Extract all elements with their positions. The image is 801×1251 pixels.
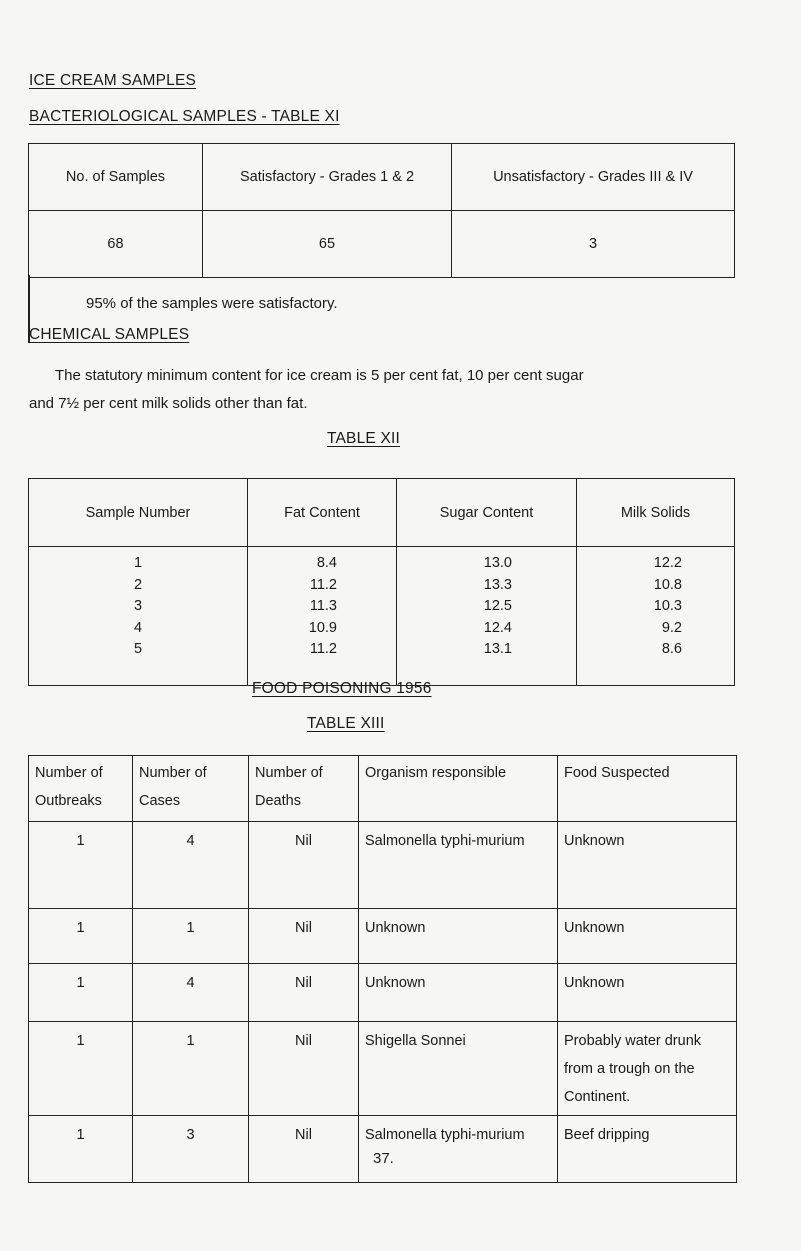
- table-xiii-cell: Nil: [249, 964, 359, 1022]
- table-xiii-header: Number of Cases: [133, 756, 249, 822]
- table-xii-cell: 8.6: [661, 641, 682, 657]
- table-xii-cell: 10.8: [653, 576, 682, 593]
- table-xiii-cell: 4: [133, 964, 249, 1022]
- table-xiii-cell: 1: [29, 964, 133, 1022]
- table-xiii-cell: Unknown: [558, 909, 737, 964]
- table-xi: [28, 143, 735, 278]
- table-xii-cell: 13.0: [483, 555, 512, 571]
- table-xii-header: Fat Content: [248, 479, 397, 547]
- table-xi-header: No. of Samples: [29, 144, 203, 211]
- table-xii-cell: 8.4: [316, 555, 337, 571]
- table-xiii-cell: Nil: [249, 822, 359, 909]
- table-xiii: [28, 755, 737, 1183]
- table-xiii-cell: Probably water drunk from a trough on the Continent.: [558, 1022, 737, 1116]
- table-xiii-cell: Unknown: [359, 964, 558, 1022]
- table-row: [29, 1116, 737, 1183]
- table-xii: [28, 478, 735, 686]
- table-xi-cell: 65: [203, 211, 452, 278]
- table-xiii-cell: 1: [133, 1022, 249, 1116]
- table-xiii-cell: 1: [29, 909, 133, 964]
- table-xii-cell: 13.1: [483, 641, 512, 657]
- table-xii-header-row: [29, 479, 735, 547]
- table-xii-body: [29, 547, 735, 686]
- table-xiii-cell: Unknown: [558, 964, 737, 1022]
- table-xiii-cell: Salmonella typhi-murium: [359, 822, 558, 909]
- table-xii-header: Sample Number: [29, 479, 248, 547]
- table-xii-cell: 10.3: [653, 598, 682, 614]
- table-xiii-cell: Unknown: [359, 909, 558, 964]
- table-xi-value-row: [29, 211, 735, 278]
- fat-content-column: [248, 547, 397, 686]
- table-row: [29, 822, 737, 909]
- table-xiii-header-row: [29, 756, 737, 822]
- statutory-line-1: The statutory minimum content for ice cream is 5 per cent fat, 10 per cent sugar: [55, 367, 584, 384]
- table-xii-cell: 4: [133, 619, 143, 636]
- table-xii-cell: 3: [133, 598, 143, 614]
- table-xiii-cell: Nil: [249, 909, 359, 964]
- table-xii-cell: 11.2: [309, 576, 337, 593]
- table-row: [29, 1022, 737, 1116]
- table-xiii-cell: 1: [133, 909, 249, 964]
- table-xii-cell: 11.2: [309, 641, 337, 657]
- table-xii-cell: 13.3: [483, 576, 512, 593]
- table-xii-header: Milk Solids: [577, 479, 735, 547]
- table-xii-cell: 5: [133, 641, 143, 657]
- table-xiii-cell: 1: [29, 822, 133, 909]
- table-xii-cell: 2: [133, 576, 143, 593]
- sample-number-column: [29, 547, 248, 686]
- heading-table-xiii: TABLE XIII: [307, 715, 385, 732]
- table-xiii-cell: 1: [29, 1022, 133, 1116]
- table-xi-cell: 68: [29, 211, 203, 278]
- table-xiii-header: Food Suspected: [558, 756, 737, 822]
- sugar-content-column: [397, 547, 577, 686]
- heading-ice-cream-samples: ICE CREAM SAMPLES: [29, 72, 197, 89]
- table-xiii-cell: Unknown: [558, 822, 737, 909]
- table-xi-cell: 3: [452, 211, 735, 278]
- heading-bacteriological-samples: BACTERIOLOGICAL SAMPLES - TABLE XI: [29, 108, 340, 125]
- table-xiii-cell: Nil: [249, 1022, 359, 1116]
- table-xiii-cell: Shigella Sonnei: [359, 1022, 558, 1116]
- table-row: [29, 909, 737, 964]
- table-xiii-header: Number of Deaths: [249, 756, 359, 822]
- milk-solids-column: [577, 547, 735, 686]
- table-xiii-header: Organism responsible: [359, 756, 558, 822]
- table-xii-cell: 9.2: [661, 619, 682, 636]
- table-xii-cell: 12.2: [653, 555, 682, 571]
- heading-food-poisoning: FOOD POISONING 1956: [252, 680, 432, 697]
- table-xiii-header: Number of Outbreaks: [29, 756, 133, 822]
- table-xiii-cell: Salmonella typhi-murium: [359, 1116, 558, 1183]
- table-xiii-cell: Nil: [249, 1116, 359, 1183]
- heading-table-xii: TABLE XII: [327, 430, 401, 447]
- table-xiii-cell: Beef dripping: [558, 1116, 737, 1183]
- table-xii-cell: 10.9: [308, 619, 337, 636]
- table-xiii-cell: 1: [29, 1116, 133, 1183]
- table-xi-header: Unsatisfactory - Grades III & IV: [452, 144, 735, 211]
- table-xii-header: Sugar Content: [397, 479, 577, 547]
- table-xii-cell: 12.5: [483, 598, 512, 614]
- table-xi-header-row: [29, 144, 735, 211]
- table-xii-cell: 12.4: [483, 619, 512, 636]
- table-xiii-cell: 4: [133, 822, 249, 909]
- table-xi-header: Satisfactory - Grades 1 & 2: [203, 144, 452, 211]
- table-xii-cell: 11.3: [309, 598, 337, 614]
- table-xii-cell: 1: [133, 555, 143, 571]
- heading-chemical-samples: CHEMICAL SAMPLES: [29, 326, 190, 343]
- statutory-line-2: and 7½ per cent milk solids other than fat.: [29, 395, 308, 412]
- page-number: 37.: [373, 1150, 394, 1167]
- satisfactory-note: 95% of the samples were satisfactory.: [86, 295, 338, 312]
- table-xiii-cell: 3: [133, 1116, 249, 1183]
- table-row: [29, 964, 737, 1022]
